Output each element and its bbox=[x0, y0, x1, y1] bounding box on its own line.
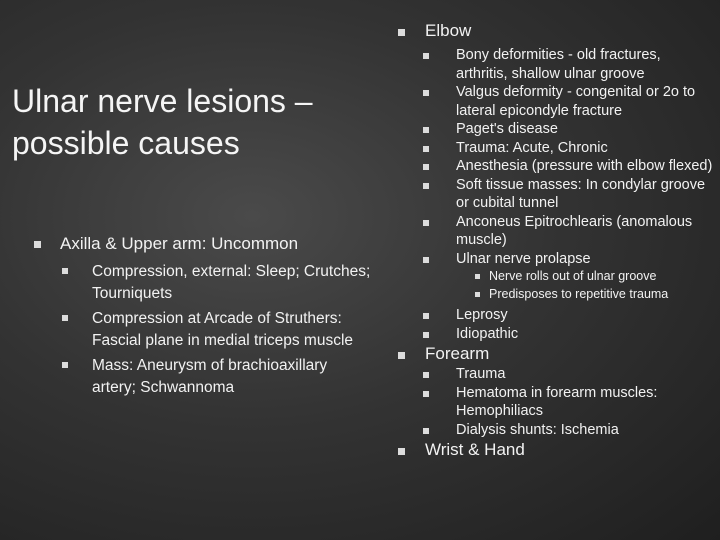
square-bullet-icon bbox=[423, 146, 429, 152]
square-bullet-icon bbox=[423, 90, 429, 96]
section-elbow bbox=[398, 20, 714, 42]
square-bullet-icon bbox=[34, 241, 41, 248]
list-item-text: Trauma bbox=[456, 366, 506, 382]
list-item bbox=[398, 325, 714, 344]
square-bullet-icon bbox=[423, 332, 429, 338]
square-bullet-icon bbox=[423, 372, 429, 378]
list-item bbox=[58, 355, 374, 398]
section-heading: Elbow bbox=[425, 21, 472, 40]
right-column bbox=[398, 20, 714, 461]
list-item bbox=[398, 157, 714, 176]
square-bullet-icon bbox=[423, 428, 429, 434]
square-bullet-icon bbox=[475, 274, 480, 279]
list-item bbox=[398, 213, 714, 250]
square-bullet-icon bbox=[423, 391, 429, 397]
list-item-text: Compression at Arcade of Struthers: Fascial plane in medial triceps muscle bbox=[92, 310, 354, 349]
list-item-text: Paget's disease bbox=[456, 121, 558, 137]
list-item-text: Soft tissue masses: In condylar groove or cubital tunnel bbox=[456, 176, 706, 211]
list-item bbox=[398, 250, 714, 269]
list-item bbox=[398, 365, 714, 384]
square-bullet-icon bbox=[423, 183, 429, 189]
section-heading: Wrist & Hand bbox=[425, 440, 525, 459]
square-bullet-icon bbox=[423, 127, 429, 133]
square-bullet-icon bbox=[62, 362, 68, 368]
square-bullet-icon bbox=[423, 257, 429, 263]
list-item-text: Valgus deformity - congenital or 2o to lateral epicondyle fracture bbox=[456, 84, 696, 119]
list-item-text: Nerve rolls out of ulnar groove bbox=[489, 269, 657, 283]
list-item-text: Ulnar nerve prolapse bbox=[456, 250, 591, 267]
list-item bbox=[58, 308, 374, 351]
list-item-text: Leprosy bbox=[456, 307, 508, 323]
square-bullet-icon bbox=[423, 220, 429, 226]
list-item bbox=[398, 120, 714, 139]
square-bullet-icon bbox=[398, 352, 405, 359]
square-bullet-icon bbox=[423, 313, 429, 319]
section-heading: Forearm bbox=[425, 344, 490, 363]
list-item bbox=[58, 261, 374, 304]
list-item-text: Mass: Aneurysm of brachioaxillary artery; Schwannoma bbox=[92, 357, 328, 396]
list-item-text: Predisposes to repetitive trauma bbox=[489, 286, 669, 301]
slide-title: Ulnar nerve lesions – possible causes bbox=[12, 83, 313, 161]
list-item-text: Trauma: Acute, Chronic bbox=[456, 139, 608, 156]
sub-list-item bbox=[398, 286, 714, 304]
square-bullet-icon bbox=[423, 164, 429, 170]
list-item bbox=[398, 46, 714, 83]
left-column bbox=[34, 233, 374, 402]
list-item bbox=[398, 176, 714, 213]
square-bullet-icon bbox=[62, 315, 68, 321]
sub-list-item bbox=[398, 268, 714, 286]
list-item-text: Bony deformities - old fractures, arthritis, shallow ulnar groove bbox=[456, 47, 661, 82]
list-item bbox=[398, 306, 714, 325]
axilla-item-list bbox=[58, 261, 374, 398]
section-forearm bbox=[398, 343, 714, 365]
square-bullet-icon bbox=[398, 29, 405, 36]
square-bullet-icon bbox=[62, 268, 68, 274]
list-item bbox=[398, 83, 714, 120]
list-item-text: Idiopathic bbox=[456, 325, 519, 342]
list-item-text: Dialysis shunts: Ischemia bbox=[456, 421, 619, 438]
square-bullet-icon bbox=[475, 292, 480, 297]
square-bullet-icon bbox=[423, 53, 429, 59]
section-axilla-upper-arm bbox=[34, 233, 374, 255]
list-item-text: Hematoma in forearm muscles: Hemophiliacs bbox=[456, 384, 658, 419]
square-bullet-icon bbox=[398, 448, 405, 455]
list-item bbox=[398, 139, 714, 158]
list-item-text: Anesthesia (pressure with elbow flexed) bbox=[456, 158, 713, 174]
list-item-text: Compression, external: Sleep; Crutches; Tourniquets bbox=[92, 263, 371, 302]
list-item bbox=[398, 421, 714, 440]
section-wrist-hand bbox=[398, 439, 714, 461]
section-heading: Axilla & Upper arm: Uncommon bbox=[60, 234, 299, 253]
list-item-text: Anconeus Epitrochlearis (anomalous muscle) bbox=[456, 213, 693, 248]
list-item bbox=[398, 384, 714, 421]
